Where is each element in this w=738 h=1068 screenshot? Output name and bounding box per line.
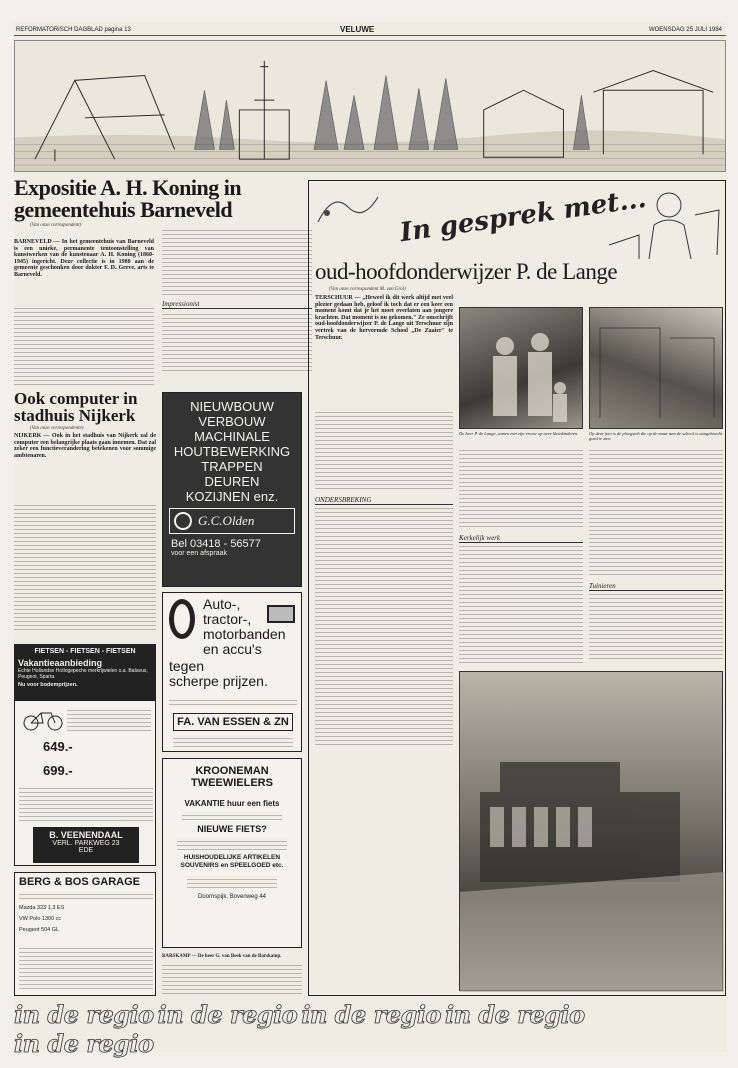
issue-date: WOENSDAG 25 JULI 1984 — [648, 27, 722, 33]
ad-essen-line: tractor-, — [203, 611, 252, 627]
article-nijkerk-body — [14, 502, 156, 632]
ad-krooneman-line3: HUISHOUDELIJKE ARTIKELEN SOUVENIRS en SPEELGOED etc. — [180, 854, 284, 869]
section-name: VELUWE — [340, 25, 375, 34]
interview-col2 — [459, 447, 583, 527]
article-nijkerk-lead: NIJKERK — Ook in het stadhuis van Nijkerk zal de computer een belangrijke plaats gaan innemen. Dat zal zeker een functieverandering betekenen voor sommige ambtenaren. — [14, 433, 156, 459]
interview-col1 — [315, 409, 453, 489]
in-de-regio-band — [14, 1000, 726, 1058]
newspaper-page — [14, 22, 726, 1058]
ad-fietsen — [14, 644, 156, 866]
interview-title: oud-hoofdonderwijzer P. de Lange — [315, 259, 618, 284]
article-koning-body — [14, 305, 154, 385]
ad-fietsen-title: FIETSEN - FIETSEN - FIETSEN — [34, 648, 136, 655]
band-text: in de regio — [444, 1000, 585, 1029]
interview-feature — [308, 180, 726, 996]
page-label: REFORMATORISCH DAGBLAD pagina 13 — [16, 27, 131, 33]
subhead-kerkelijk-werk: Kerkelijk werk — [459, 534, 583, 543]
article-koning-title: Expositie A. H. Koning in gemeentehuis Barneveld — [14, 175, 242, 222]
article-koning-col2 — [162, 227, 312, 297]
interview-lead: TERSCHUUR — „Heweel ik dit werk altijd met veel plezier gedaan heb, geloof ik toch dat er een keer een moment komt dat je het moet overlaten aan jongere krachten. Dat moment is nu gekomen." Ze omschrijft oud-hoofdonderwijzer P. de Lange uit Terschuur zijn vertrek van de hervormde School „De Zaaier" te Terschuur. — [315, 295, 453, 341]
ad-essen-line: scherpe prijzen. — [169, 673, 268, 689]
ad-fietsen-text: Echte Hollandse Hotlogepeche merkrijwielen o.a. Batavus, Peugeot, Sparta. — [18, 668, 148, 680]
interview-kicker: In gesprek met... — [398, 183, 649, 249]
car-listing: VW Polo 1300 cc — [19, 916, 62, 922]
ad-krooneman-line1: VAKANTIE huur een fiets — [184, 799, 280, 808]
ad-krooneman-title: KROONEMAN TWEEWIELERS — [191, 765, 273, 789]
ad-fietsen-shop: B. VEENENDAAL — [49, 830, 123, 840]
article-koning — [14, 177, 314, 387]
bicycle-icon — [23, 707, 63, 731]
article-nijkerk — [14, 390, 156, 640]
ad-fietsen-subtitle: Vakantieaanbieding — [18, 658, 103, 668]
photo-couple — [459, 307, 583, 429]
car-listing: Mazda 323 1,3 ES — [19, 905, 65, 911]
ad-essen-line: motorbanden — [203, 626, 286, 642]
car-listing: Peugeot 504 GL — [19, 927, 60, 933]
ad-essen-line: tegen — [169, 658, 205, 674]
ad-garage — [14, 872, 156, 996]
landscape-drawing — [15, 41, 725, 171]
article-nijkerk-credit: (Van onze correspondente) — [30, 426, 84, 431]
ad-fietsen-price2: 699.- — [43, 763, 73, 778]
ad-nieuwbouw-line: VERBOUW — [198, 414, 266, 429]
interview-credit: (Van onze correspondent M. van Grol) — [329, 287, 406, 292]
ad-nieuwbouw-line: HOUTBEWERKING — [173, 444, 291, 459]
ad-van-essen — [162, 592, 302, 752]
subhead-tuinieren: Tuinieren — [589, 582, 723, 591]
ad-nieuwbouw-tagline: voor een afspraak — [171, 550, 228, 557]
ad-nieuwbouw-logo: G.C.Olden — [198, 513, 255, 528]
article-koning-lead: BARNEVELD — In het gemeentehuis van Barneveld is een unieke, permanente tentoonstelling van kunstwerken van de kunstenaar A. H. Koning (1860-1945) ingericht. Deze collectie is in 1980 aan de gemeente geschonken door dokter F. D. Greve, arts te Barneveld. — [14, 239, 154, 278]
ad-nieuwbouw-line: DEUREN — [204, 474, 260, 489]
ad-essen-line: en accu's — [203, 641, 262, 657]
photo-school-wall-caption: Op deze foto is de ploegsteb die op de muur aan de school is aangebracht goed te zien. — [589, 431, 722, 441]
article-koning-col2b — [162, 311, 312, 371]
photo-school-wall — [589, 307, 723, 429]
photo-couple-caption: De heer P. de Lange, samen met zijn vrouw op twee kleinkinderen. — [459, 431, 579, 436]
veluwe-sketch-banner — [14, 40, 726, 172]
ad-garage-title: BERG & BOS GARAGE — [19, 876, 141, 888]
ad-krooneman-line2: NIEUWE FIETS? — [197, 824, 267, 834]
subhead-impressionist: Impressionist — [162, 300, 312, 309]
ad-essen-name: FA. VAN ESSEN & ZN — [173, 713, 293, 731]
article-nijkerk-title: Ook computer in stadhuis Nijkerk — [14, 389, 138, 425]
brief-barskamp — [162, 954, 302, 996]
ad-nieuwbouw-line: NIEUWBOUW — [190, 399, 274, 414]
band-text: in de regio — [157, 1000, 298, 1029]
ad-nieuwbouw-line: TRAPPEN — [201, 459, 263, 474]
ad-essen-line: Auto-, — [203, 596, 241, 612]
subhead-ondersbreking: ONDERSBREKING — [315, 496, 453, 505]
band-text: in de regio — [14, 1000, 154, 1029]
tire-icon — [169, 599, 195, 639]
ad-fietsen-extra: Nu voor bodemprijzen. — [18, 682, 78, 688]
ad-nieuwbouw-phone: Bel 03418 - 56577 — [171, 538, 261, 550]
interview-ornament — [313, 187, 383, 227]
ad-nieuwbouw — [162, 392, 302, 587]
ad-fietsen-address: VERL. PARKWEG 23 — [52, 840, 120, 847]
photo-school-building — [459, 671, 723, 991]
ad-nieuwbouw-line: MACHINALE — [194, 429, 270, 444]
ad-fietsen-price1: 649.- — [43, 739, 73, 754]
ad-fietsen-city: EDE — [78, 847, 94, 854]
band-text: in de regio — [301, 1000, 441, 1029]
interview-col3 — [589, 447, 723, 577]
interview-col1b — [315, 505, 453, 745]
page-header — [14, 26, 726, 36]
ad-nieuwbouw-logo-icon — [174, 512, 192, 530]
interview-col3b — [589, 591, 723, 661]
brief-barskamp-text: BARSKAMP — De heer G. van Beek van de Barskamp. — [162, 954, 282, 959]
ad-nieuwbouw-line: KOZIJNEN enz. — [185, 489, 279, 504]
ad-krooneman-address: Doornspijk, Bovenweg 44 — [197, 894, 267, 900]
interview-col2b — [459, 543, 583, 663]
interview-illustration — [599, 185, 723, 259]
band-text: in de regio — [14, 1029, 154, 1058]
ad-krooneman — [162, 758, 302, 948]
article-koning-credit: (Van onze correspondent) — [30, 223, 82, 228]
